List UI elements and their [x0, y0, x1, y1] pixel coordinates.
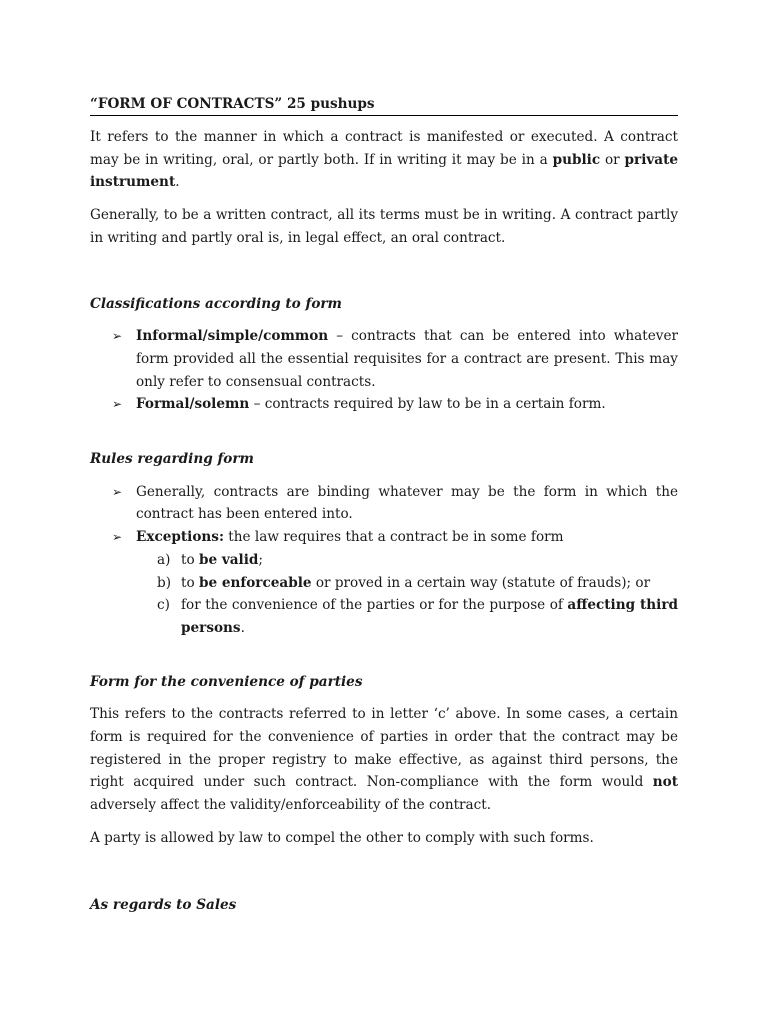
list-item: [90, 393, 678, 416]
arrow-bullet-icon: ➢: [112, 484, 123, 499]
sublist-text: to: [181, 551, 199, 568]
sales-heading: As regards to Sales: [90, 896, 237, 913]
intro-paragraph-1: [90, 126, 678, 194]
sublist-marker: c): [157, 597, 170, 614]
arrow-bullet-icon: ➢: [112, 397, 123, 412]
convenience-text: This refers to the contracts referred to in letter ‘c’ above. In some cases, a certain form is required for the convenience of parties in order that the contract may be registered in the proper registry to make effective, as against third persons, the right acquired under such contract. Non-compliance with the form would: [90, 706, 678, 791]
convenience-heading: Form for the convenience of parties: [90, 673, 363, 690]
rule-text: Generally, contracts are binding whatever may be the form in which the contract has been entered into.: [136, 483, 678, 523]
intro-bold-public: public: [552, 151, 601, 168]
exceptions-text: the law requires that a contract be in some form: [223, 529, 564, 546]
sublist-text: for the convenience of the parties or for the purpose of: [181, 597, 568, 614]
sublist-text: to: [181, 574, 199, 591]
intro-text: It refers to the manner in which a contract is manifested or executed. A contract may be in writing, oral, or partly both. If in writing it may be in a: [90, 129, 678, 168]
sublist-text: .: [240, 619, 245, 636]
convenience-paragraph-1: [90, 703, 678, 817]
list-item: [90, 526, 678, 640]
intro-paragraph-2: Generally, to be a written contract, all its terms must be in writing. A contract partly in writing and partly oral is, in legal effect, an oral contract.: [90, 207, 678, 246]
rules-heading: Rules regarding form: [90, 451, 254, 468]
sublist-bold: be valid: [198, 551, 259, 568]
classification-term: Informal/simple/common: [136, 328, 329, 345]
rules-list: [90, 481, 678, 640]
classification-text: – contracts that can be entered into whatever form provided all the essential requisites for a contract are present. This may only refer to consensual contracts.: [136, 328, 678, 390]
document-title: “FORM OF CONTRACTS” 25 pushups: [90, 93, 678, 116]
list-item: [136, 594, 678, 639]
sublist-marker: b): [157, 574, 172, 591]
list-item: [136, 549, 678, 572]
convenience-text-end: adversely affect the validity/enforceability of the contract.: [90, 797, 492, 814]
arrow-bullet-icon: ➢: [112, 530, 123, 545]
document-content: [90, 93, 678, 916]
classifications-list: [90, 325, 678, 416]
intro-text-end: .: [175, 174, 180, 191]
convenience-paragraph-2: A party is allowed by law to compel the other to comply with such forms.: [90, 829, 594, 846]
sublist-marker: a): [157, 551, 171, 568]
intro-text-or: or: [600, 151, 625, 168]
classification-term: Formal/solemn: [136, 396, 250, 413]
convenience-bold-not: not: [652, 774, 678, 791]
sublist-bold: affecting third persons: [181, 597, 678, 636]
list-item: [90, 325, 678, 393]
list-item: [90, 481, 678, 526]
exceptions-term: Exceptions:: [136, 529, 224, 546]
arrow-bullet-icon: ➢: [112, 329, 123, 344]
sublist-text: ;: [258, 551, 263, 568]
exceptions-sublist: [136, 549, 678, 640]
sublist-text: or proved in a certain way (statute of frauds); or: [311, 574, 651, 591]
list-item: [136, 572, 678, 595]
sublist-bold: be enforceable: [198, 574, 312, 591]
classification-text: – contracts required by law to be in a certain form.: [249, 396, 606, 413]
intro-bold-private-instrument: private instrument: [90, 151, 679, 191]
classifications-heading: Classifications according to form: [90, 295, 342, 312]
